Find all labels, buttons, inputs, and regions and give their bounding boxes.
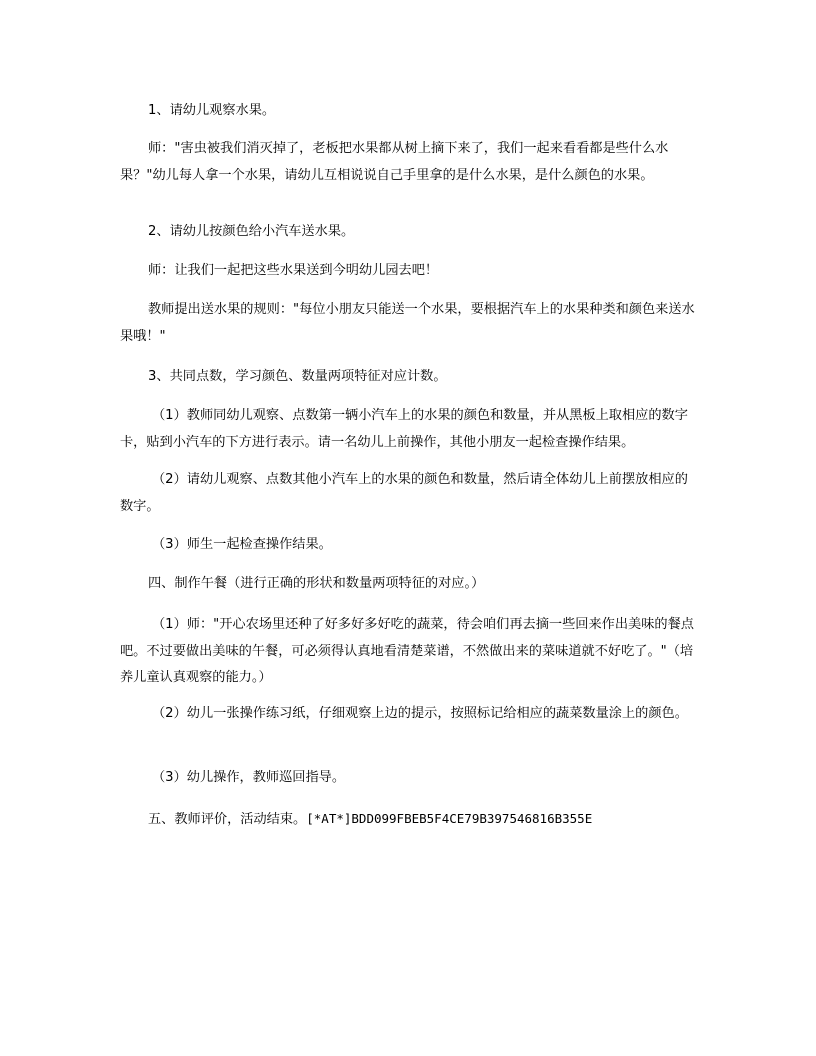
paragraph-section-4: 四、制作午餐（进行正确的形状和数量两项特征的对应。） bbox=[148, 576, 485, 591]
paragraph-substep-3-3: （3）师生一起检查操作结果。 bbox=[152, 537, 332, 552]
paragraph-substep-4-1: （1）师："开心农场里还种了好多好多好吃的蔬菜，待会咱们再去摘一些回来作出美味的餐点吧。不过要做出美味的午餐，可必须得认真地看清楚菜谱，不然做出来的菜味道就不好吃了。"（培养儿童认真观察的能力。） bbox=[120, 617, 694, 685]
paragraph-teacher-dialogue-2: 师：让我们一起把这些水果送到今明幼儿园去吧！ bbox=[148, 263, 439, 278]
paragraph-section-5 bbox=[120, 806, 700, 834]
paragraph-rules: 教师提出送水果的规则："每位小朋友只能送一个水果，要根据汽车上的水果种类和颜色来送水果哦！" bbox=[120, 302, 695, 344]
paragraph-step-3: 3、共同点数，学习颜色、数量两项特征对应计数。 bbox=[148, 369, 447, 384]
paragraph-step-2: 2、请幼儿按颜色给小汽车送水果。 bbox=[148, 224, 355, 239]
paragraph-step-1: 1、请幼儿观察水果。 bbox=[148, 103, 276, 118]
paragraph-substep-4-3: （3）幼儿操作，教师巡回指导。 bbox=[152, 770, 346, 785]
paragraph-substep-3-1: （1）教师同幼儿观察、点数第一辆小汽车上的水果的颜色和数量，并从黑板上取相应的数字卡，贴到小汽车的下方进行表示。请一名幼儿上前操作，其他小朋友一起检查操作结果。 bbox=[120, 408, 688, 450]
paragraph-substep-3-2: （2）请幼儿观察、点数其他小汽车上的水果的颜色和数量，然后请全体幼儿上前摆放相应的数字。 bbox=[120, 472, 688, 514]
document-code: [*AT*]BDD099FBEB5F4CE79B397546816B355E bbox=[306, 811, 593, 826]
paragraph-teacher-dialogue-1: 师："害虫被我们消灭掉了，老板把水果都从树上摘下来了，我们一起来看看都是些什么水果？"幼儿每人拿一个水果，请幼儿互相说说自己手里拿的是什么水果，是什么颜色的水果。 bbox=[120, 141, 669, 183]
section-5-text: 五、教师评价，活动结束。 bbox=[148, 812, 307, 827]
paragraph-substep-4-2: （2）幼儿一张操作练习纸，仔细观察上边的提示，按照标记给相应的蔬菜数量涂上的颜色。 bbox=[152, 706, 688, 721]
